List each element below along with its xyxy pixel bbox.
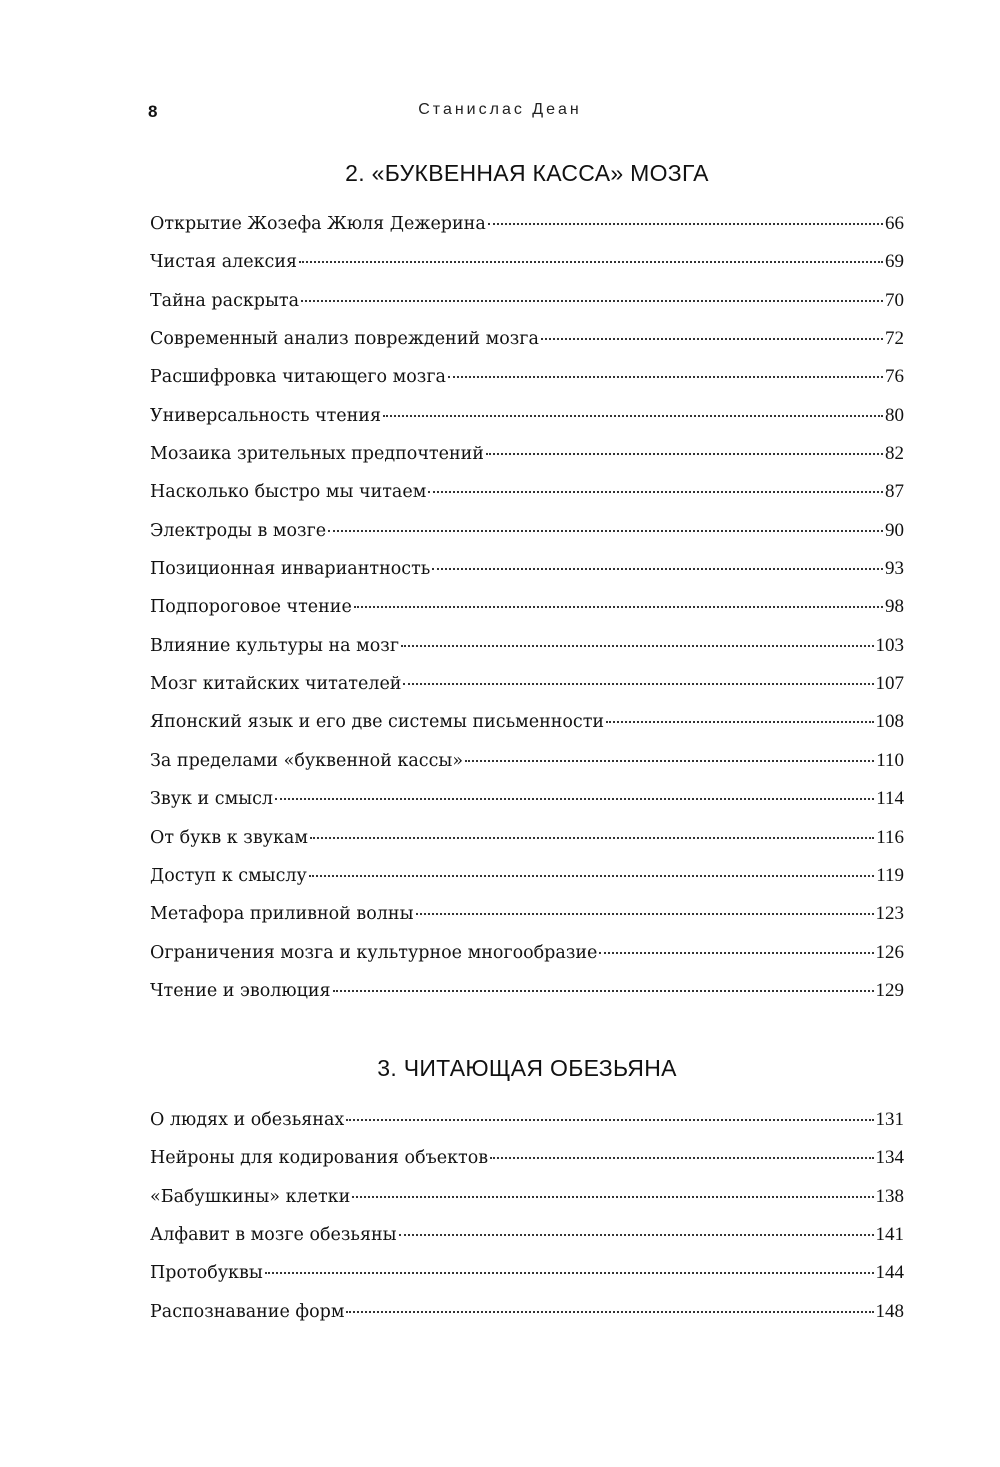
dot-leader bbox=[309, 875, 874, 877]
toc-entry[interactable] bbox=[150, 1260, 904, 1298]
toc-entry-page: 76 bbox=[885, 366, 904, 388]
toc-list bbox=[150, 1107, 904, 1337]
toc-entry[interactable] bbox=[150, 364, 904, 402]
toc-entry-label: Японский язык и его две системы письменности bbox=[150, 712, 605, 733]
toc-entry[interactable] bbox=[150, 518, 904, 556]
toc-entry[interactable] bbox=[150, 1184, 904, 1222]
dot-leader bbox=[403, 683, 873, 685]
page-number: 8 bbox=[148, 102, 158, 121]
dot-leader bbox=[432, 568, 883, 570]
section-title: 3. ЧИТАЮЩАЯ ОБЕЗЬЯНА bbox=[377, 1055, 677, 1081]
running-head: Станислас Деан bbox=[418, 101, 582, 118]
toc-entry-page: 80 bbox=[885, 404, 904, 426]
toc-entry-page: 98 bbox=[885, 596, 904, 618]
toc-entry-page: 141 bbox=[875, 1224, 904, 1246]
dot-leader bbox=[346, 1119, 873, 1121]
dot-leader bbox=[346, 1311, 873, 1313]
dot-leader bbox=[383, 415, 883, 417]
toc-entry-page: 87 bbox=[885, 481, 904, 503]
toc-entry[interactable] bbox=[150, 288, 904, 326]
toc-entry-label: Влияние культуры на мозг bbox=[150, 635, 399, 656]
toc-entry-label: За пределами «буквенной кассы» bbox=[150, 750, 464, 771]
toc-entry[interactable] bbox=[150, 479, 904, 517]
toc-entry[interactable] bbox=[150, 1222, 904, 1260]
dot-leader bbox=[328, 530, 883, 532]
toc-entry-page: 93 bbox=[885, 558, 904, 580]
toc-entry-label: Протобуквы bbox=[150, 1263, 263, 1284]
toc-entry-label: Универсальность чтения bbox=[150, 405, 382, 426]
toc-entry[interactable] bbox=[150, 901, 904, 939]
toc-entry[interactable] bbox=[150, 940, 904, 978]
toc-entry-label: Насколько быстро мы читаем bbox=[150, 482, 427, 503]
toc-entry-page: 114 bbox=[876, 788, 904, 810]
toc-entry-label: Чистая алексия bbox=[150, 252, 298, 273]
toc-entry[interactable] bbox=[150, 249, 904, 287]
toc-entry[interactable] bbox=[150, 748, 904, 786]
toc-entry-page: 119 bbox=[876, 864, 904, 886]
toc-entry-page: 129 bbox=[875, 979, 904, 1001]
toc-entry[interactable] bbox=[150, 978, 904, 1016]
toc-entry-page: 144 bbox=[875, 1262, 904, 1284]
toc-entry[interactable] bbox=[150, 441, 904, 479]
toc-entry-page: 70 bbox=[885, 289, 904, 311]
toc-entry[interactable] bbox=[150, 403, 904, 441]
toc-entry-label: Чтение и эволюция bbox=[150, 980, 331, 1001]
toc-entry-label: Распознавание форм bbox=[150, 1301, 345, 1322]
toc-entry-label: От букв к звукам bbox=[150, 827, 308, 848]
toc-entry-label: Звук и смысл bbox=[150, 789, 274, 810]
dot-leader bbox=[354, 606, 883, 608]
toc-entry[interactable] bbox=[150, 326, 904, 364]
section-title: 2. «БУКВЕННАЯ КАССА» МОЗГА bbox=[345, 160, 709, 186]
dot-leader bbox=[541, 338, 883, 340]
toc-entry-label: Электроды в мозге bbox=[150, 520, 327, 541]
toc-entry-page: 103 bbox=[875, 634, 904, 656]
toc-entry-page: 110 bbox=[876, 749, 904, 771]
toc-entry-page: 148 bbox=[875, 1300, 904, 1322]
toc-entry-page: 69 bbox=[885, 251, 904, 273]
toc-entry-label: Метафора приливной волны bbox=[150, 904, 414, 925]
toc-entry[interactable] bbox=[150, 709, 904, 747]
toc-entry[interactable] bbox=[150, 211, 904, 249]
dot-leader bbox=[310, 837, 874, 839]
toc-entry-page: 138 bbox=[875, 1185, 904, 1207]
toc-entry[interactable] bbox=[150, 671, 904, 709]
toc-entry[interactable] bbox=[150, 633, 904, 671]
dot-leader bbox=[465, 760, 874, 762]
dot-leader bbox=[333, 990, 874, 992]
toc-entry-page: 82 bbox=[885, 443, 904, 465]
toc-entry-page: 126 bbox=[875, 941, 904, 963]
toc-entry-page: 116 bbox=[876, 826, 904, 848]
toc-entry-label: Алфавит в мозге обезьяны bbox=[150, 1225, 397, 1246]
toc-entry[interactable] bbox=[150, 556, 904, 594]
toc-entry-page: 131 bbox=[875, 1109, 904, 1130]
toc-list bbox=[150, 211, 904, 1016]
toc-entry-page: 123 bbox=[875, 903, 904, 925]
dot-leader bbox=[599, 952, 873, 954]
toc-entry[interactable] bbox=[150, 1299, 904, 1337]
dot-leader bbox=[299, 261, 883, 263]
toc-entry-label: Открытие Жозефа Жюля Дежерина bbox=[150, 214, 486, 234]
toc-entry-label: Мозг китайских читателей bbox=[150, 674, 402, 695]
dot-leader bbox=[606, 721, 873, 723]
toc-entry[interactable] bbox=[150, 1107, 904, 1145]
toc-entry-page: 107 bbox=[875, 673, 904, 695]
dot-leader bbox=[488, 223, 883, 225]
toc-entry-label: Ограничения мозга и культурное многообразие bbox=[150, 942, 598, 963]
toc-entry-page: 134 bbox=[875, 1147, 904, 1169]
dot-leader bbox=[448, 376, 883, 378]
dot-leader bbox=[301, 300, 883, 302]
toc-entry[interactable] bbox=[150, 863, 904, 901]
toc-entry-page: 72 bbox=[885, 328, 904, 350]
toc-entry-label: «Бабушкины» клетки bbox=[150, 1186, 351, 1207]
toc-entry-label: Подпороговое чтение bbox=[150, 597, 352, 618]
dot-leader bbox=[486, 453, 883, 455]
toc-entry-label: Расшифровка читающего мозга bbox=[150, 367, 446, 388]
toc-entry-label: Позиционная инвариантность bbox=[150, 559, 431, 580]
dot-leader bbox=[416, 913, 874, 915]
toc-entry-label: Нейроны для кодирования объектов bbox=[150, 1148, 489, 1169]
toc-entry[interactable] bbox=[150, 594, 904, 632]
dot-leader bbox=[428, 491, 883, 493]
toc-entry[interactable] bbox=[150, 825, 904, 863]
toc-entry[interactable] bbox=[150, 1145, 904, 1183]
toc-entry-label: Современный анализ повреждений мозга bbox=[150, 329, 539, 350]
toc-entry[interactable] bbox=[150, 786, 904, 824]
dot-leader bbox=[490, 1157, 873, 1159]
dot-leader bbox=[352, 1196, 873, 1198]
toc-entry-label: Мозаика зрительных предпочтений bbox=[150, 444, 484, 465]
dot-leader bbox=[401, 645, 874, 647]
dot-leader bbox=[275, 798, 874, 800]
toc-entry-label: Доступ к смыслу bbox=[150, 865, 307, 886]
dot-leader bbox=[265, 1272, 874, 1274]
toc-entry-label: Тайна раскрыта bbox=[150, 290, 300, 311]
toc-entry-page: 66 bbox=[885, 213, 904, 234]
toc-entry-page: 108 bbox=[875, 711, 904, 733]
toc-entry-label: О людях и обезьянах bbox=[150, 1110, 345, 1130]
dot-leader bbox=[399, 1234, 874, 1236]
toc-entry-page: 90 bbox=[885, 519, 904, 541]
